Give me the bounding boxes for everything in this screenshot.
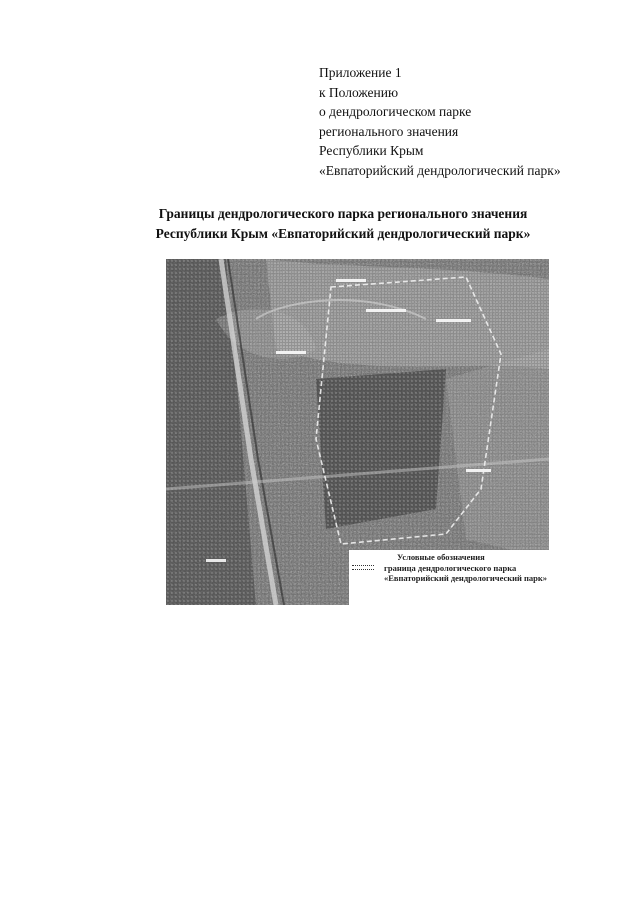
title-line-2: Республики Крым «Евпаторийский дендрологический парк» [155,226,531,241]
boundary-line-icon [352,565,374,570]
document-title [0,204,640,244]
appendix-header [319,63,561,181]
appendix-line: о дендрологическом парке [319,104,472,120]
legend-item-label: граница дендрологического парка «Евпаторийский дендрологический парк» [384,563,548,583]
appendix-line: Приложение 1 [319,65,402,80]
aerial-map [166,259,549,605]
appendix-line: регионального значения [319,123,459,139]
title-line-1: Границы дендрологического парка регионального значения [158,206,528,221]
appendix-line: Республики Крым [319,143,424,159]
appendix-line: «Евпаторийский дендрологический парк» [319,162,561,178]
map-legend [349,550,549,605]
appendix-line: к Положению [319,84,399,100]
legend-title: Условные обозначения [397,552,485,562]
